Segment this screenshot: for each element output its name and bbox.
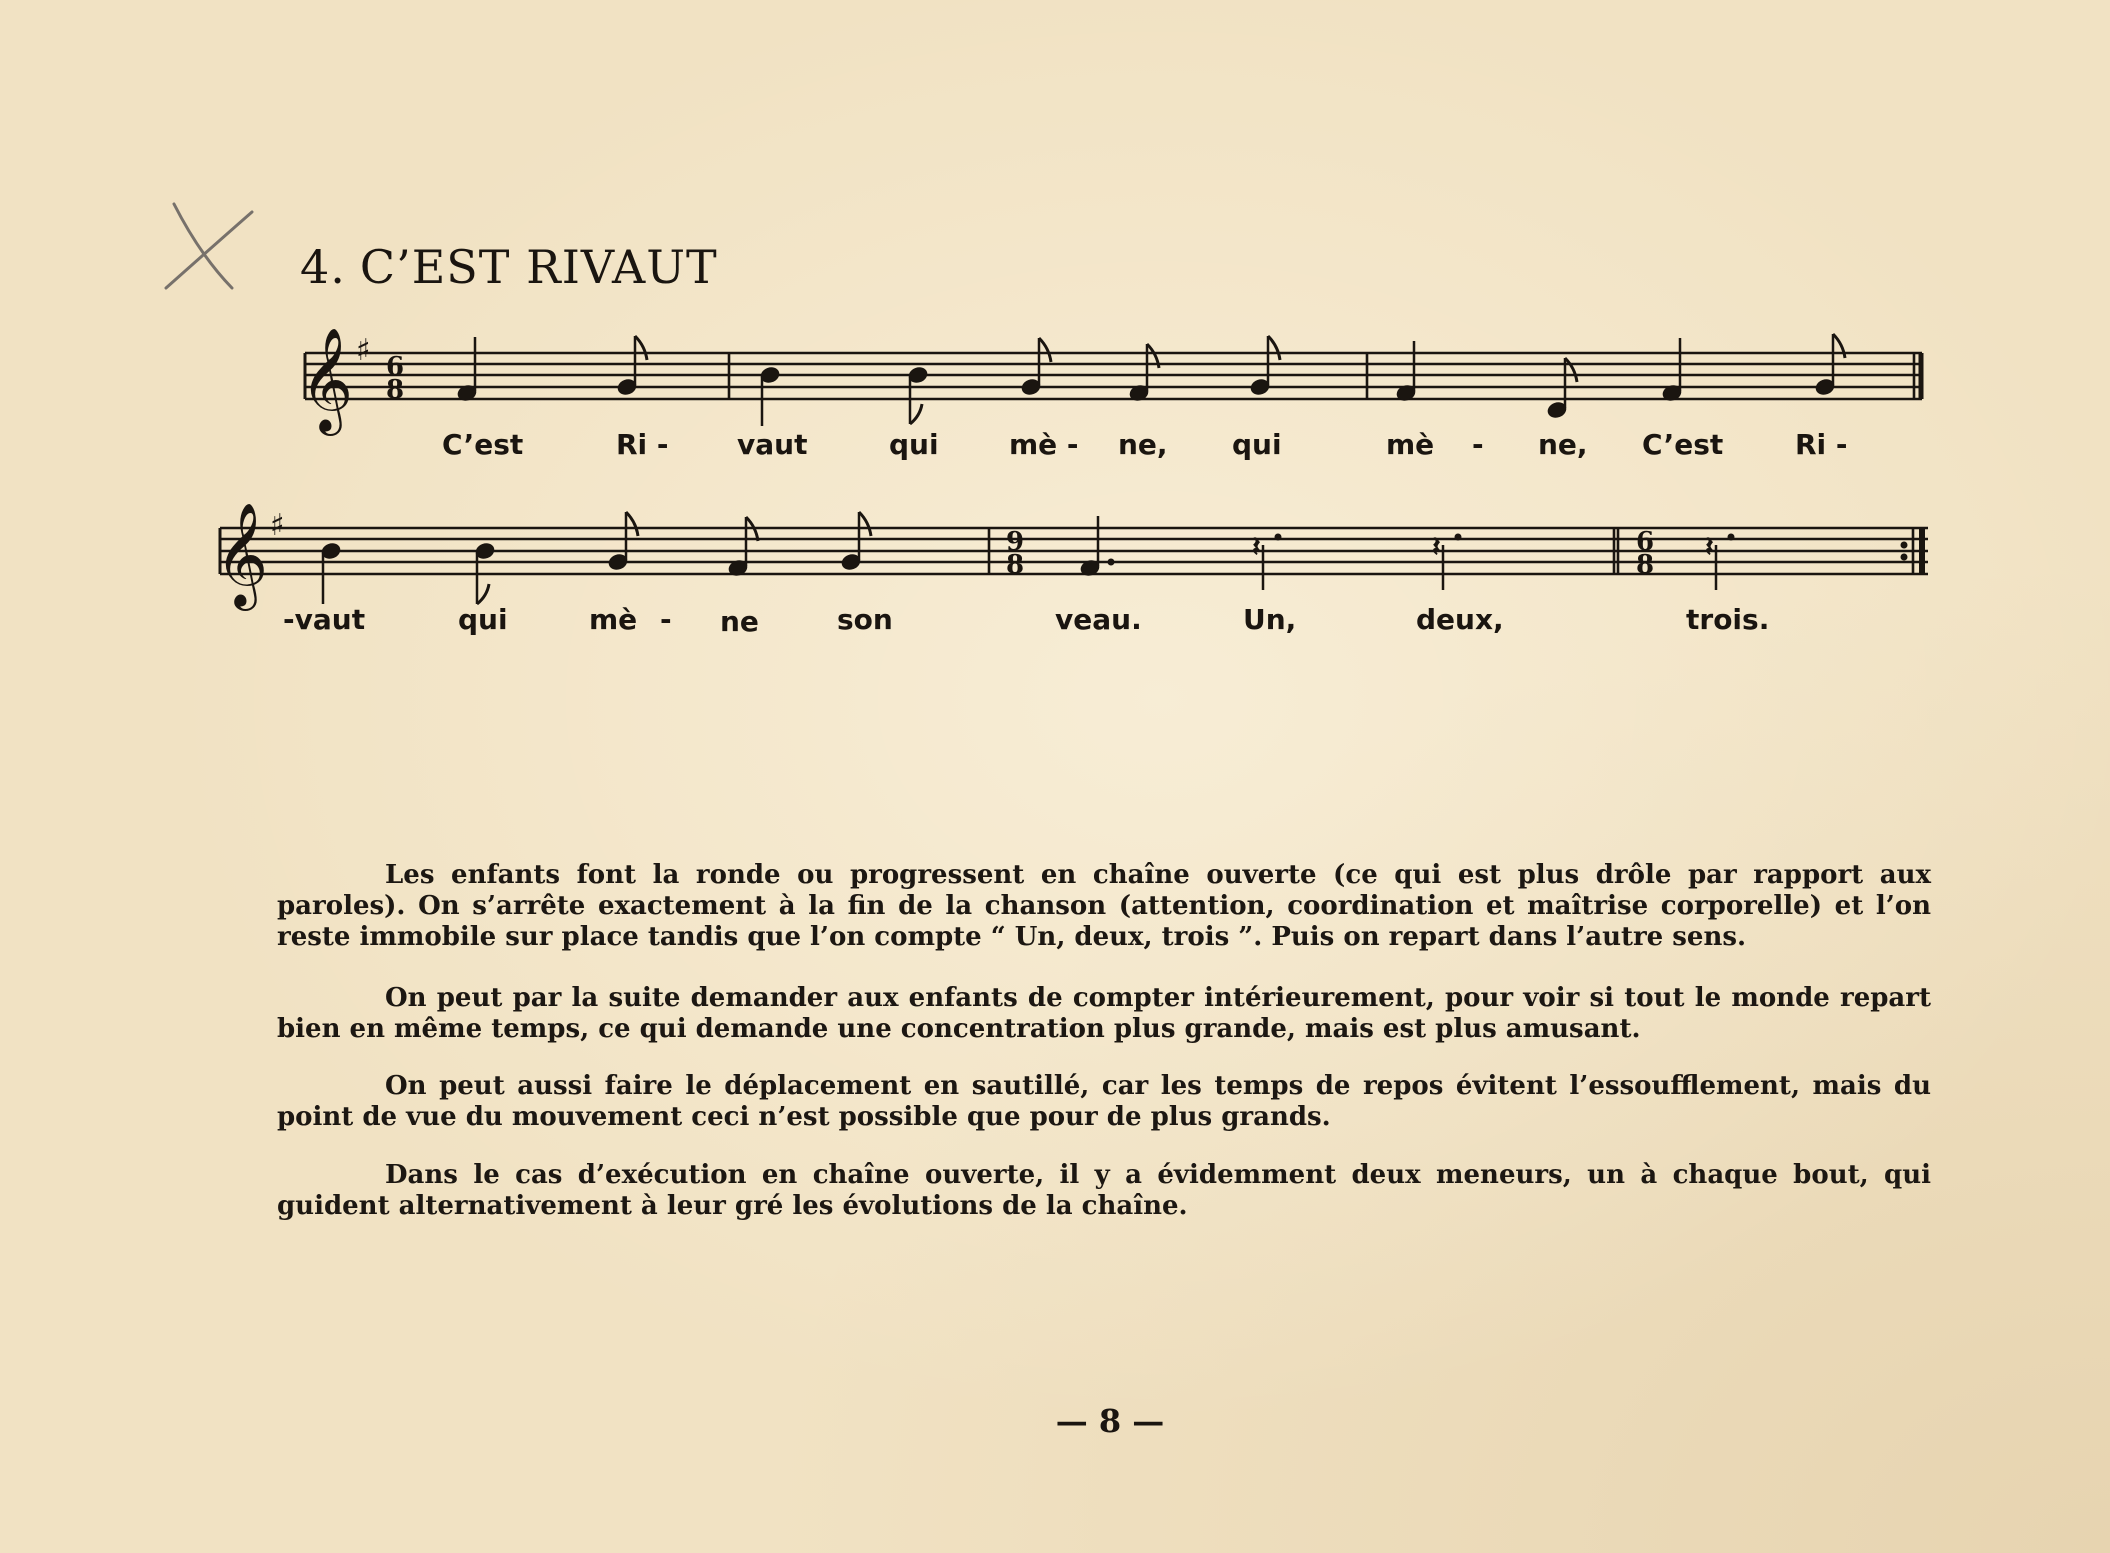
note	[727, 517, 758, 578]
lyric-syllable: vaut	[737, 428, 808, 461]
lyric-syllable: qui	[458, 603, 508, 636]
svg-text:6: 6	[1636, 527, 1655, 557]
svg-text:8: 8	[1636, 550, 1655, 580]
note	[1395, 341, 1417, 403]
note	[1079, 516, 1114, 578]
lyric-syllable: Ri -	[1795, 428, 1848, 461]
lyric-syllable: mè -	[1009, 428, 1079, 461]
sharp-icon: ♯	[270, 508, 285, 543]
note	[1546, 358, 1577, 420]
paragraph: Dans le cas d’exécution en chaîne ouverte, il y a évidemment deux meneurs, un à chaque bout, qui guident alternativement à leur gré les évolutions de la chaîne.	[277, 1160, 1931, 1221]
lyric-syllable: mè	[589, 603, 638, 636]
treble-clef-icon: 𝄞	[215, 502, 269, 607]
lyric-syllable: -	[660, 603, 672, 636]
note	[759, 365, 781, 426]
lyric-syllable: -	[1472, 428, 1484, 461]
lyric-syllable: son	[837, 603, 893, 636]
lyric-syllable: ne,	[1538, 428, 1588, 461]
time-signature-6-8	[386, 352, 404, 405]
song-title-text: C’EST RIVAUT	[359, 240, 718, 294]
lyric-syllable: Ri -	[616, 428, 669, 461]
lyric-syllable: qui	[1232, 428, 1282, 461]
lyric-syllable: ne,	[1118, 428, 1168, 461]
time-signature-6-8	[1636, 527, 1654, 580]
note	[907, 365, 929, 424]
lyric-syllable: Un,	[1243, 603, 1297, 636]
paragraph: On peut par la suite demander aux enfants de compter intérieurement, pour voir si tout le monde repart bien en même temps, ce qui demande une concentration plus grande, mais est plus amusant.	[277, 983, 1931, 1044]
page-number: — 8 —	[1055, 1402, 1165, 1440]
svg-text:9: 9	[1006, 527, 1025, 557]
lyric-syllable: deux,	[1416, 603, 1504, 636]
note	[320, 541, 342, 604]
svg-text:𝄽: 𝄽	[1252, 530, 1261, 563]
svg-text:6: 6	[386, 352, 405, 382]
svg-text:𝄽: 𝄽	[1705, 530, 1714, 563]
lyric-syllable: C’est	[442, 428, 524, 461]
svg-text:8: 8	[386, 375, 405, 405]
lyric-syllable: mè	[1386, 428, 1435, 461]
music-score	[0, 0, 2110, 700]
lyric-syllable: -vaut	[283, 603, 366, 636]
lyric-syllable: veau.	[1055, 603, 1142, 636]
lyric-syllable: trois.	[1686, 603, 1770, 636]
treble-clef-icon: 𝄞	[300, 327, 354, 432]
svg-text:𝄽: 𝄽	[1432, 530, 1441, 563]
note	[1661, 338, 1683, 403]
svg-text:8: 8	[1006, 550, 1025, 580]
song-number: 4.	[300, 240, 346, 294]
notes-line-2	[320, 512, 1734, 604]
sharp-icon: ♯	[356, 333, 371, 368]
time-signature-9-8	[1006, 527, 1024, 580]
lyric-syllable: qui	[889, 428, 939, 461]
lyric-syllable: ne	[720, 605, 759, 638]
paragraph: Les enfants font la ronde ou progressent en chaîne ouverte (ce qui est plus drôle par rapport aux paroles). On s’arrête exactement à la fin de la chanson (attention, coordination et maîtrise corporelle) et l’on reste immobile sur place tandis que l’on compte “ Un, deux, trois ”. Puis on repart dans l’autre sens.	[277, 860, 1931, 952]
notes-line-1	[456, 334, 1845, 426]
note	[456, 337, 478, 403]
paragraph: On peut aussi faire le déplacement en sautillé, car les temps de repos évitent l’essoufflement, mais du point de vue du mouvement ceci n’est possible que pour de plus grands.	[277, 1071, 1931, 1132]
lyric-syllable: C’est	[1642, 428, 1724, 461]
note	[474, 541, 496, 604]
